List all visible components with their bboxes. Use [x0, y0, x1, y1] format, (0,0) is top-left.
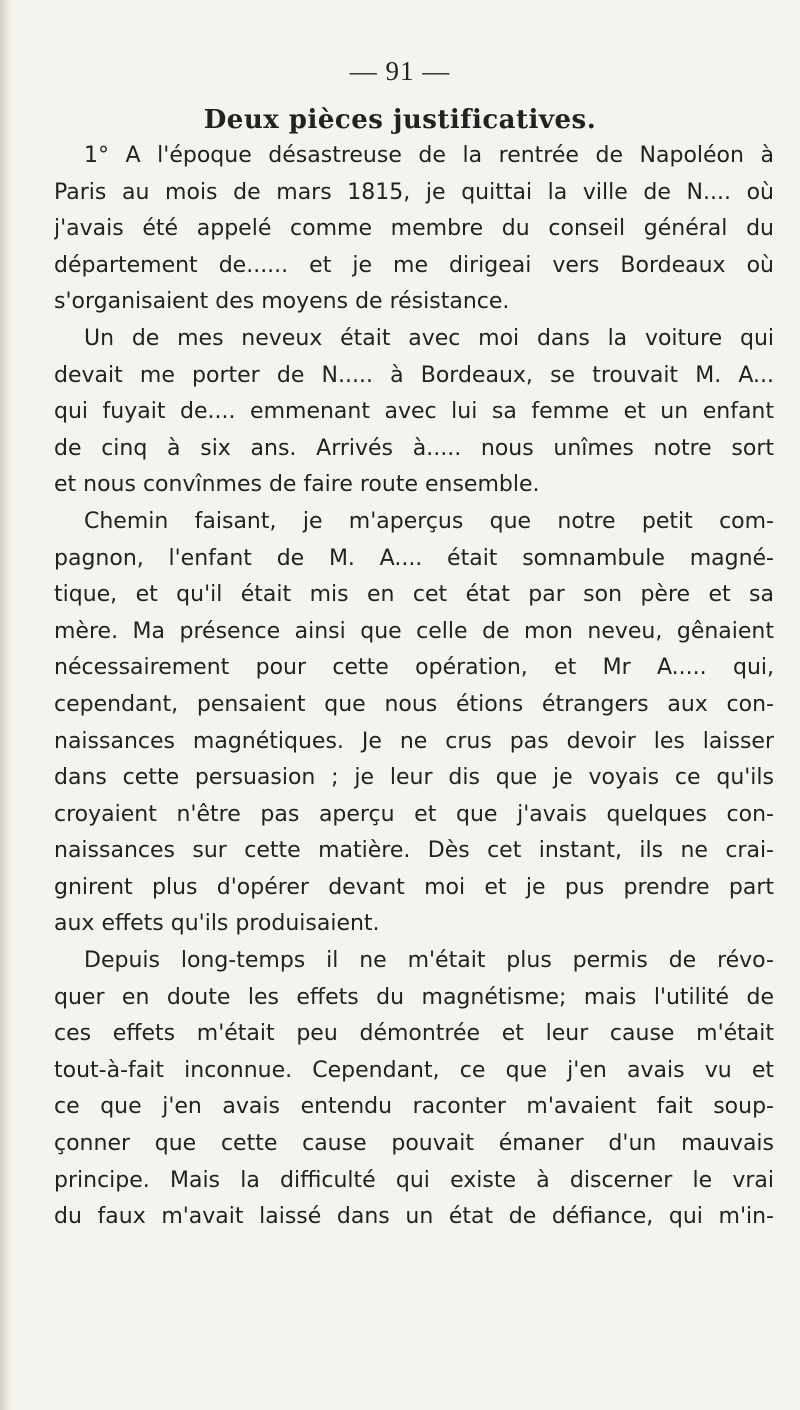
text-line: aux effets qu'ils produisaient. — [54, 911, 380, 937]
text-line: 1° A l'époque désastreuse de la rentrée de Napoléon à — [84, 143, 774, 168]
text-line: naissances sur cette matière. Dès cet instant, ils ne crai- — [54, 838, 774, 864]
text-line: s'organisaient des moyens de résistance. — [54, 289, 510, 315]
text-line: de cinq à six ans. Arrivés à..... nous unîmes notre sort — [54, 435, 774, 461]
page-number: — 91 — — [349, 56, 451, 86]
text-line: mère. Ma présence ainsi que celle de mon neveu, gênaient — [54, 618, 774, 644]
text-line: gnirent plus d'opérer devant moi et je pus prendre part — [54, 874, 774, 900]
text-line: dans cette persuasion ; je leur dis que je voyais ce qu'ils — [54, 765, 774, 791]
text-line: Un de mes neveux était avec moi dans la voiture qui — [84, 325, 774, 351]
text-line: j'avais été appelé comme membre du conseil général du — [54, 216, 774, 242]
text-line: principe. Mais la difficulté qui existe à discerner le vrai — [54, 1167, 774, 1193]
page-binding-edge — [0, 0, 12, 1410]
text-line: ces effets m'était peu démontrée et leur cause m'était — [54, 1021, 774, 1047]
text-line: quer en doute les effets du magnétisme; mais l'utilité de — [54, 984, 774, 1010]
text-line: ce que j'en avais entendu raconter m'avaient fait soup- — [54, 1094, 774, 1120]
text-line: nécessairement pour cette opération, et Mr A..... qui, — [54, 655, 774, 681]
text-line: qui fuyait de.... emmenant avec lui sa femme et un enfant — [54, 399, 774, 425]
text-line: tique, et qu'il était mis en cet état par son père et sa — [54, 582, 774, 608]
text-line: tout-à-fait inconnue. Cependant, ce que j'en avais vu et — [54, 1057, 774, 1083]
text-line: Paris au mois de mars 1815, je quittai la ville de N.... où — [54, 179, 774, 205]
text-line: et nous convînmes de faire route ensemble. — [54, 472, 540, 498]
text-line: devait me porter de N..... à Bordeaux, se trouvait M. A... — [54, 362, 774, 388]
text-line: Depuis long-temps il ne m'était plus permis de révo- — [84, 948, 774, 974]
text-line: croyaient n'être pas aperçu et que j'avais quelques con- — [54, 801, 774, 827]
text-line: çonner que cette cause pouvait émaner d'un mauvais — [54, 1131, 774, 1157]
text-line: pagnon, l'enfant de M. A.... était somnambule magné- — [54, 545, 774, 571]
section-title: Deux pièces justificatives. — [203, 105, 597, 135]
text-line: cependant, pensaient que nous étions étrangers aux con- — [54, 691, 774, 717]
text-line: naissances magnétiques. Je ne crus pas devoir les laisser — [54, 728, 774, 754]
text-line: Chemin faisant, je m'aperçus que notre petit com- — [84, 508, 774, 534]
text-line: département de...... et je me dirigeai vers Bordeaux où — [54, 252, 774, 278]
body-text — [54, 138, 774, 1236]
text-line: du faux m'avait laissé dans un état de défiance, qui m'in- — [54, 1204, 774, 1230]
